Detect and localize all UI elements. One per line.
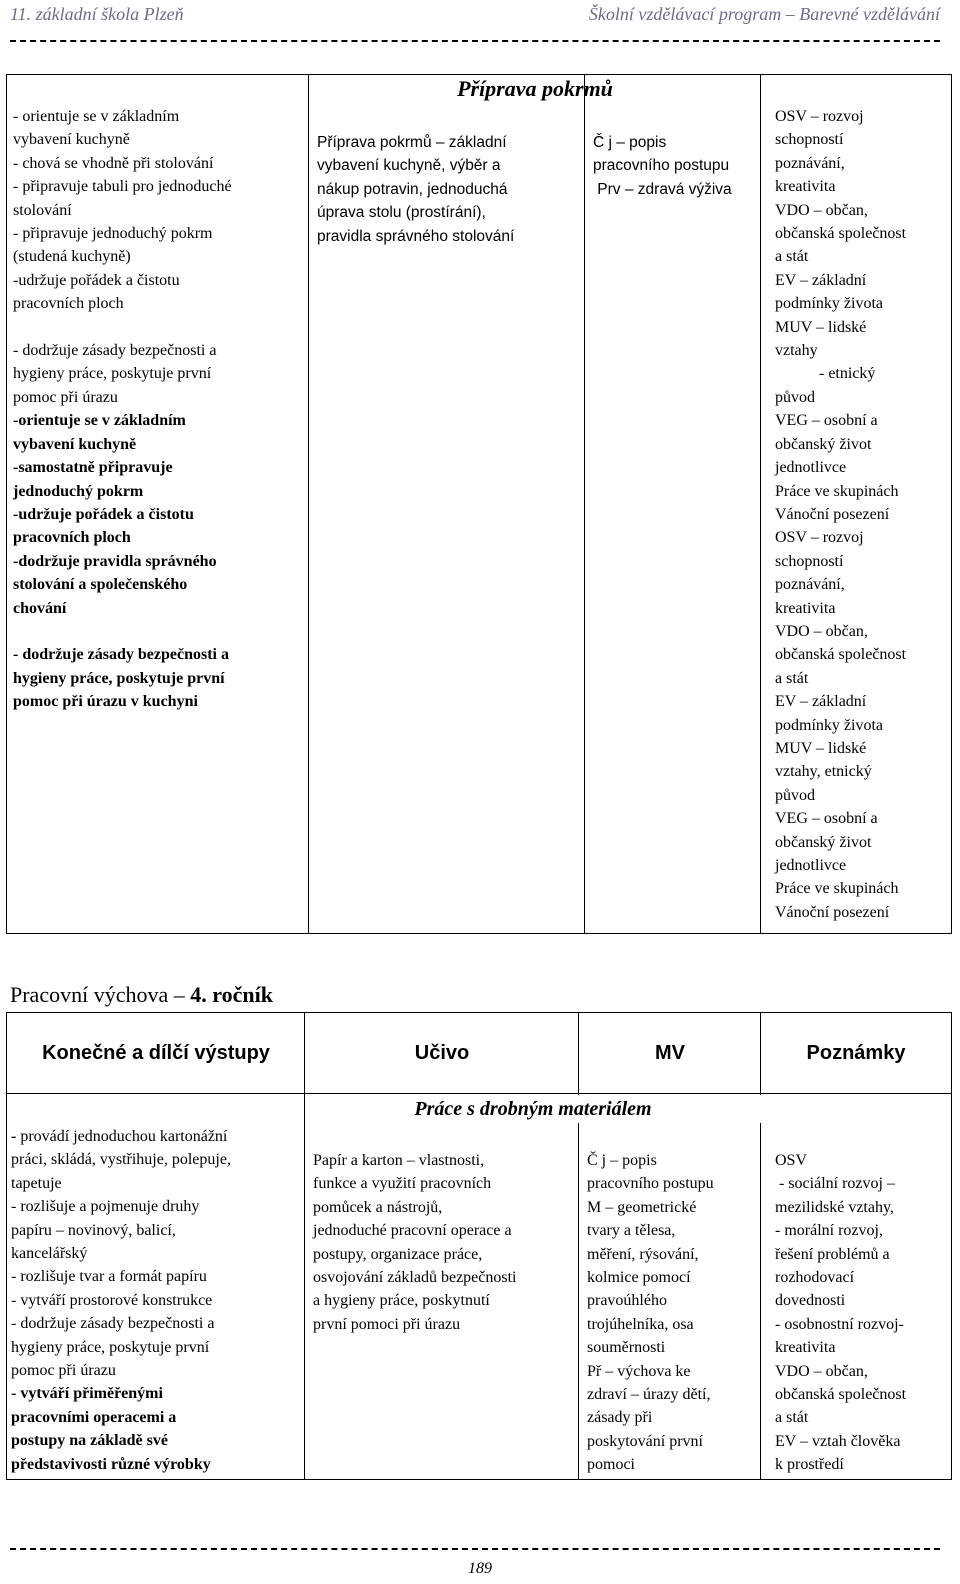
header-mv: MV <box>655 1042 685 1064</box>
outputs-bullet: - <box>11 1128 17 1145</box>
notes-cell: OSV - sociální rozvoj – mezilidské vztahy, - morální rozvoj, řešení problémů a rozhodovací dovednosti - osobnostní rozvoj- kreativita VDO – občan, občanská společnost a stát EV – vztah člověka k prostředí <box>775 1152 907 1474</box>
header-outputs: Konečné a dílčí výstupy <box>42 1042 270 1064</box>
mv-cell: Č j – popis pracovního postupu Prv – zdravá výživa <box>593 134 732 198</box>
mv-cell: Č j – popis pracovního postupu M – geometrické tvary a tělesa, měření, rýsování, kolmice pomocí pravoúhlého trojúhelníka, osa souměrnosti Př – výchova ke zdraví – úrazy dětí, zásady při poskytování první pomoci <box>587 1152 714 1474</box>
notes-cell: OSV – rozvoj schopností poznávání, kreativita VDO – občan, občanská společnost a stát EV – základní podmínky života MUV – lidské vztahy - etnický původ VEG – osobní a občanský život jednotlivce Práce ve skupinách Vánoční posezení OSV – rozvoj schopností poznávání, kreativita VDO – občan, občanská společnost a stát EV – základní podmínky života MUV – lidské vztahy, etnický původ VEG – osobní a občanský život jednotlivce Práce ve skupinách Vánoční posezení <box>775 108 907 921</box>
content-cell: Příprava pokrmů – základní vybavení kuchyně, výběr a nákup potravin, jednoduchá úprava stolu (prostírání), pravidla správného stolování <box>317 134 515 245</box>
header-notes: Poznámky <box>806 1042 906 1064</box>
curriculum-table-food-preparation <box>6 74 952 934</box>
header-content: Učivo <box>414 1042 470 1064</box>
program-name: Školní vzdělávací program – Barevné vzdělávání <box>588 4 940 24</box>
section-grade: 4. ročník <box>190 982 273 1007</box>
school-name: 11. základní škola Plzeň <box>10 4 184 24</box>
outputs-bold-text: - vytváří přiměřenými pracovními operacemi a postupy na základě své představivosti různé výrobky <box>11 1385 211 1473</box>
outputs-cell <box>13 105 232 714</box>
mv-column <box>585 75 761 933</box>
table-subtitle: Práce s drobným materiálem <box>305 1095 761 1123</box>
section-subject: Pracovní výchova – <box>10 982 191 1007</box>
notes-column <box>761 75 951 933</box>
outputs-column <box>7 75 309 933</box>
outputs-regular-text: - orientuje se v základním vybavení kuchyně - chová se vhodně při stolování - připravuje tabuli pro jednoduché stolování - připravuje jednoduchý pokrm (studená kuchyně) -udržuje pořádek a čistotu pracovních ploch - dodržuje zásady bezpečnosti a hygieny práce, poskytuje první pomoc při úrazu <box>13 108 232 406</box>
page-number: 189 <box>468 1560 492 1577</box>
outputs-cell <box>11 1125 231 1476</box>
footer-divider <box>10 1548 940 1550</box>
content-cell: Papír a karton – vlastnosti, funkce a využití pracovních pomůcek a nástrojů, jednoduché pracovní operace a postupy, organizace práce, osvojování základů bezpečnosti a hygieny práce, poskytnutí první pomoci při úrazu <box>313 1152 517 1333</box>
header-divider <box>10 40 940 42</box>
section-title <box>10 982 273 1008</box>
outputs-bold-text: -orientuje se v základním vybavení kuchyně -samostatně připravuje jednoduchý pokrm -udržuje pořádek a čistotu pracovních ploch -dodržuje pravidla správného stolování a společenského chování - dodržuje zásady bezpečnosti a hygieny práce, poskytuje první pomoc při úrazu v kuchyni <box>13 412 229 711</box>
outputs-regular-text: provádí jednoduchou kartonážní práci, skládá, vystřihuje, polepuje, tapetuje - rozlišuje a pojmenuje druhy papíru – novinový, balicí, kancelářský - rozlišuje tvar a formát papíru - vytváří prostorové konstrukce - dodržuje zásady bezpečnosti a hygieny práce, poskytuje první pomoc při úrazu <box>11 1128 231 1380</box>
content-column <box>309 75 585 933</box>
header-row-divider <box>7 1093 951 1094</box>
table-subtitle: Příprava pokrmů <box>457 76 613 101</box>
curriculum-table-grade-4 <box>6 1012 952 1480</box>
